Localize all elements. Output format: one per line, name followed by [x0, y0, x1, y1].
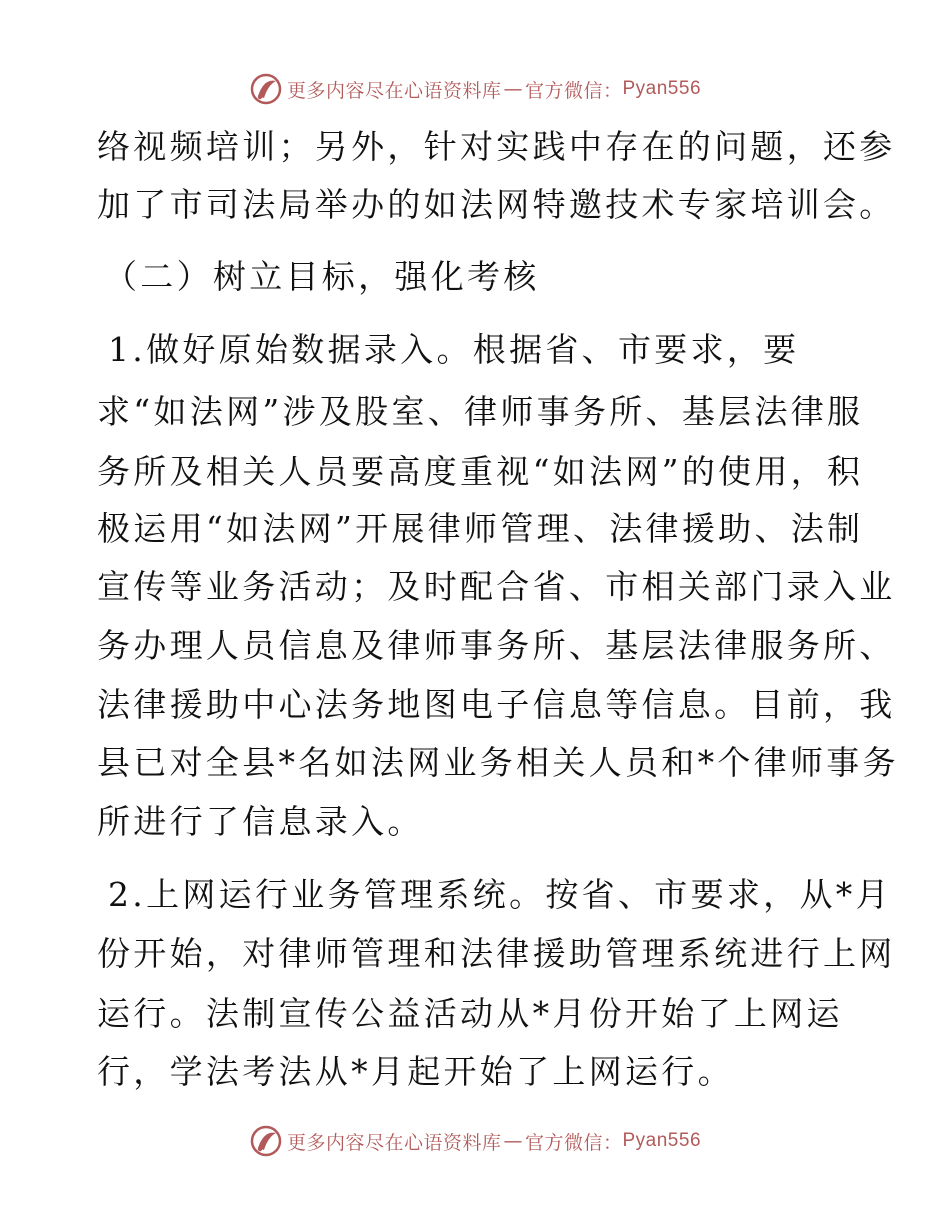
watermark-separator: —: [503, 78, 523, 100]
body-line: 加了市司法局举办的如法网特邀技术专家培训会。: [97, 185, 896, 224]
watermark-text: 更多内容尽在心语资料库: [286, 79, 502, 102]
watermark-contact-label: 官方微信：: [524, 79, 623, 102]
watermark-contact-id: Pyan556: [622, 78, 702, 99]
watermark-contact-label: 官方微信：: [524, 1131, 623, 1154]
body-line: 运行。法制宣传公益活动从*月份开始了上网运: [97, 994, 843, 1033]
body-line: 务办理人员信息及律师事务所、基层法律服务所、: [97, 626, 896, 665]
brand-logo-icon: [249, 1124, 283, 1158]
brand-logo-icon: [249, 72, 283, 106]
section-heading: （二）树立目标，强化考核: [104, 257, 540, 296]
item-heading: 1.做好原始数据录入。根据省、市要求，要: [108, 330, 800, 369]
body-line: 法律援助中心法务地图电子信息等信息。目前，我: [97, 685, 896, 724]
body-line: 极运用“如法网”开展律师管理、法律援助、法制: [97, 509, 864, 548]
footer-watermark: [0, 1124, 950, 1158]
header-watermark: [0, 72, 950, 106]
body-line: 求“如法网”涉及股室、律师事务所、基层法律服: [97, 392, 864, 431]
body-line: 份开始，对律师管理和法律援助管理系统进行上网: [97, 934, 896, 973]
body-line: 宣传等业务活动；及时配合省、市相关部门录入业: [97, 567, 896, 606]
body-line: 络视频培训；另外，针对实践中存在的问题，还参: [97, 127, 896, 166]
body-line: 务所及相关人员要高度重视“如法网”的使用，积: [97, 452, 864, 491]
item-heading: 2.上网运行业务管理系统。按省、市要求，从*月: [108, 875, 892, 914]
body-line: 县已对全县*名如法网业务相关人员和*个律师事务: [97, 743, 899, 782]
watermark-contact-id: Pyan556: [622, 1130, 702, 1151]
body-line: 所进行了信息录入。: [97, 802, 424, 841]
watermark-separator: —: [503, 1130, 523, 1152]
body-line: 行，学法考法从*月起开始了上网运行。: [97, 1052, 734, 1091]
watermark-text: 更多内容尽在心语资料库: [286, 1131, 502, 1154]
